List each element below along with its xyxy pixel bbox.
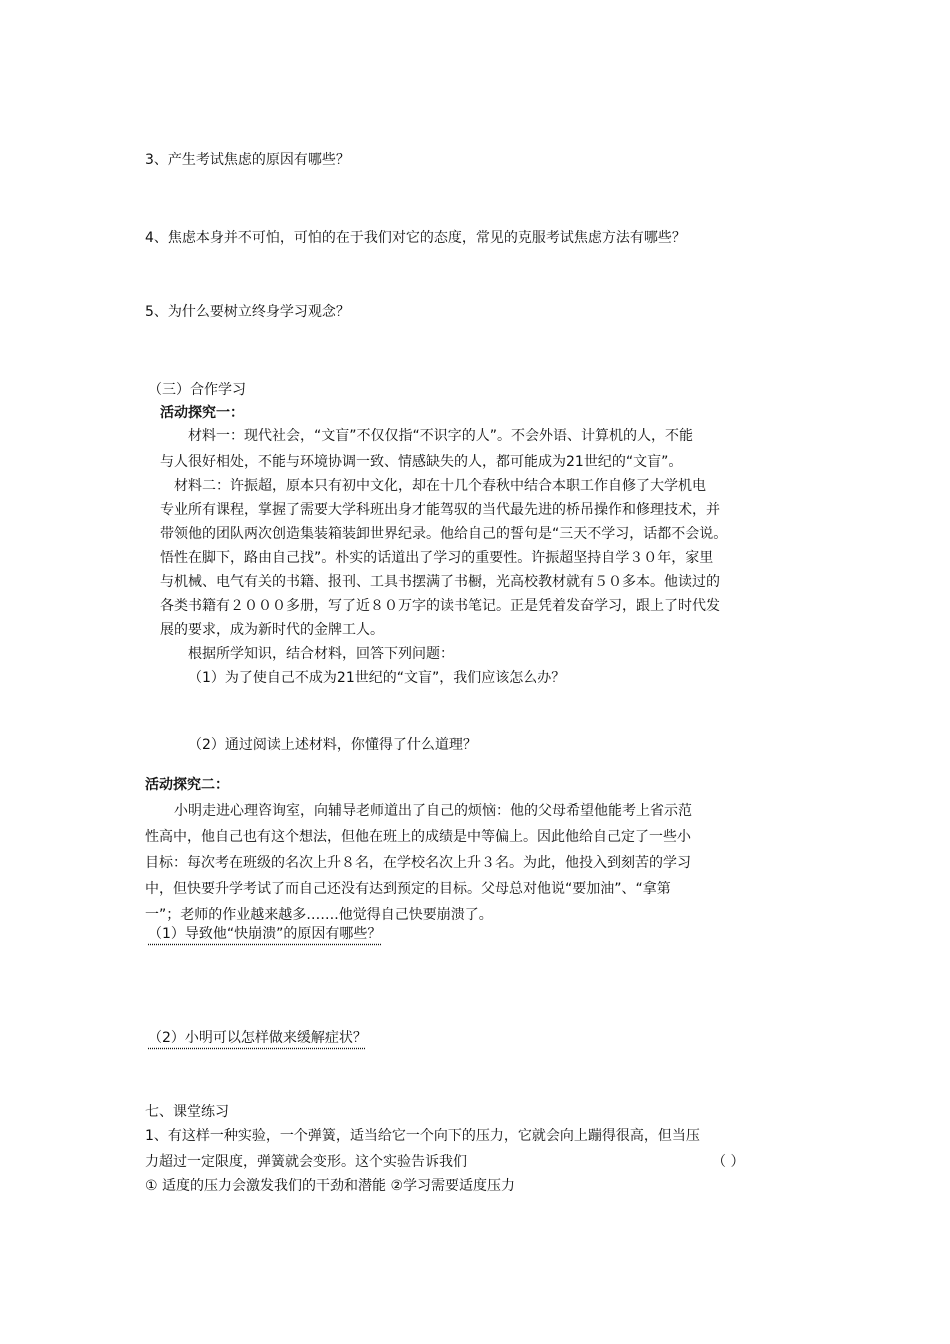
material-line: 专业所有课程，掌握了需要大学科班出身才能驾驭的当代最先进的桥吊操作和修理技术，并 [160, 502, 720, 518]
story-line: 小明走进心理咨询室，向辅导老师道出了自己的烦恼：他的父母希望他能考上省示范 [174, 803, 692, 819]
activity-1-heading: 活动探究一： [160, 405, 244, 421]
sub-question-1: （1）为了使自己不成为21世纪的“文盲”，我们应该怎么办？ [188, 670, 566, 686]
section-title-classroom-practice: 七、课堂练习 [145, 1104, 229, 1120]
practice-1-options: ① 适度的压力会激发我们的干劲和潜能 ②学习需要适度压力 [145, 1178, 516, 1194]
material-line: 展的要求，成为新时代的金牌工人。 [160, 622, 384, 638]
question-3: 3、产生考试焦虑的原因有哪些？ [145, 152, 350, 168]
question-4: 4、焦虑本身并不可怕，可怕的在于我们对它的态度，常见的克服考试焦虑方法有哪些？ [145, 230, 686, 246]
material-line: 带领他的团队两次创造集装箱装卸世界纪录。他给自己的誓句是“三天不学习，话都不会说。 [160, 526, 728, 542]
activity-2-sub-question-1: （1）导致他“快崩溃”的原因有哪些？ [148, 926, 382, 942]
material-line: 与机械、电气有关的书籍、报刊、工具书摆满了书橱，光高校教材就有５０多本。他读过的 [160, 574, 720, 590]
question-5: 5、为什么要树立终身学习观念？ [145, 304, 350, 320]
activity-1-sub-question-2: （2）通过阅读上述材料，你懂得了什么道理？ [188, 737, 477, 753]
material-line: 悟性在脚下，路由自己找”。朴实的话道出了学习的重要性。许振超坚持自学３０年，家里 [160, 550, 714, 566]
answer-bracket: （ ） [712, 1154, 745, 1170]
instruction-line: 根据所学知识，结合材料，回答下列问题： [188, 646, 454, 662]
section-title-cooperative-learning: （三）合作学习 [148, 382, 246, 398]
story-line: 一”；老师的作业越来越多…….他觉得自己快要崩溃了。 [145, 907, 493, 923]
material-line: 与人很好相处，不能与环境协调一致、情感缺失的人，都可能成为21世纪的“文盲”。 [160, 454, 683, 470]
material-line: 各类书籍有２０００多册，写了近８０万字的读书笔记。正是凭着发奋学习，跟上了时代发 [160, 598, 720, 614]
material-line: 材料一：现代社会，“文盲”不仅仅指“不识字的人”。不会外语、计算机的人，不能 [188, 428, 694, 444]
activity-2-sub-question-2: （2）小明可以怎样做来缓解症状？ [148, 1030, 367, 1046]
story-line: 中，但快要升学考试了而自己还没有达到预定的目标。父母总对他说“要加油”、“拿第 [145, 881, 671, 897]
practice-1-line-1: 1、有这样一种实验，一个弹簧，适当给它一个向下的压力，它就会向上蹦得很高，但当压 [145, 1128, 700, 1144]
story-line: 目标：每次考在班级的名次上升８名，在学校名次上升３名。为此，他投入到刻苦的学习 [145, 855, 691, 871]
material-line: 材料二：许振超，原本只有初中文化，却在十几个春秋中结合本职工作自修了大学机电 [174, 478, 706, 494]
activity-2-heading: 活动探究二： [145, 777, 229, 793]
practice-1-line-2: 力超过一定限度，弹簧就会变形。这个实验告诉我们 [145, 1154, 467, 1170]
story-line: 性高中，他自己也有这个想法，但他在班上的成绩是中等偏上。因此他给自己定了一些小 [145, 829, 691, 845]
